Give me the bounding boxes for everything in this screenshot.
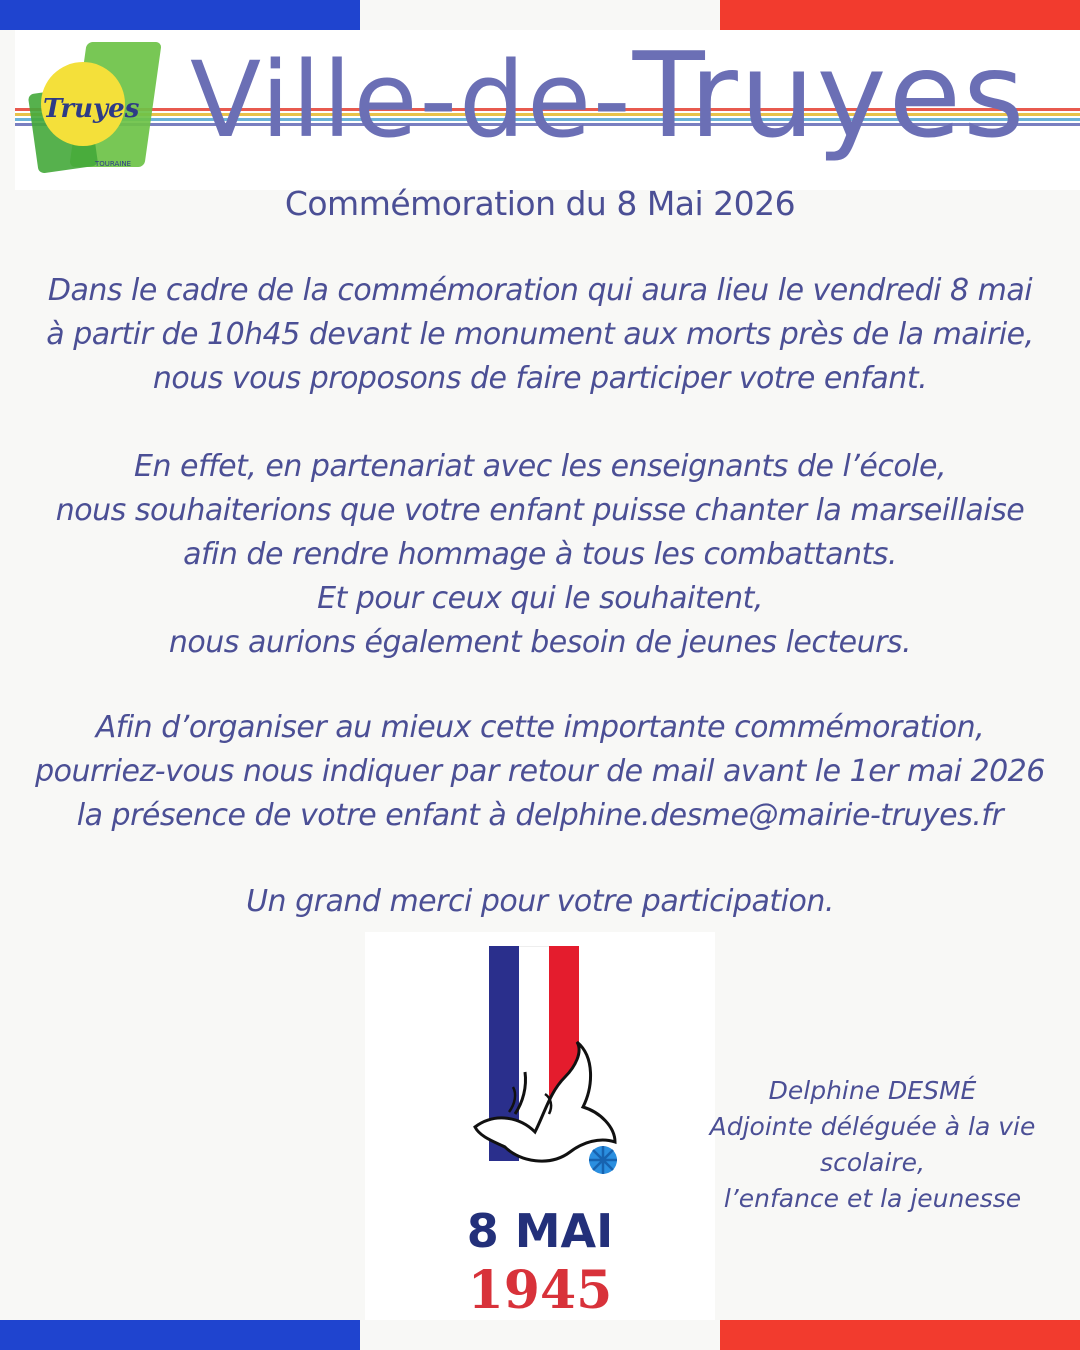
text-line: Afin d’organiser au mieux cette importante commémoration,	[95, 710, 985, 745]
bottom-blue-band	[0, 1320, 360, 1350]
signature-role: Adjointe déléguée à la vie scolaire,	[709, 1112, 1036, 1177]
paragraph-request	[20, 706, 1060, 838]
text-line: nous souhaiterions que votre enfant puisse chanter la marseillaise	[55, 493, 1025, 528]
dove-icon	[465, 1032, 635, 1192]
paragraph-intro	[20, 269, 1060, 401]
signature-role: l’enfance et la jeunesse	[723, 1184, 1022, 1213]
text-line: afin de rendre hommage à tous les combattants.	[183, 537, 897, 572]
text-line: nous vous proposons de faire participer votre enfant.	[152, 361, 928, 396]
wordmark-ville-de: Ville-de-	[190, 39, 633, 161]
emblem-year: 1945	[467, 1260, 613, 1321]
town-wordmark	[190, 26, 1027, 164]
text-line: En effet, en partenariat avec les enseignants de l’école,	[133, 449, 946, 484]
text-line: la présence de votre enfant à delphine.desme@mairie-truyes.fr	[76, 798, 1004, 833]
wordmark-truyes: Truyes	[632, 26, 1027, 164]
closing-thanks: Un grand merci pour votre participation.	[246, 884, 834, 919]
top-blue-band	[0, 0, 360, 30]
text-line: Et pour ceux qui le souhaitent,	[317, 581, 763, 616]
paragraph-partnership	[20, 445, 1060, 665]
text-line: nous aurions également besoin de jeunes lecteurs.	[168, 625, 912, 660]
page-title: Commémoration du 8 Mai 2026	[284, 184, 796, 223]
commemoration-emblem	[365, 932, 715, 1320]
signature-name: Delphine DESMÉ	[768, 1076, 977, 1105]
text-line: à partir de 10h45 devant le monument aux morts près de la mairie,	[46, 317, 1034, 352]
signature-block	[680, 1073, 1065, 1217]
header-banner	[15, 26, 1080, 190]
logo-subtext: TOURAINE	[95, 160, 132, 168]
text-line: pourriez-vous nous indiquer par retour de mail avant le 1er mai 2026	[35, 754, 1045, 789]
text-line: Dans le cadre de la commémoration qui aura lieu le vendredi 8 mai	[47, 273, 1033, 308]
logo-text: Truyes	[43, 94, 140, 124]
town-logo	[33, 42, 153, 177]
emblem-date: 8 MAI	[466, 1204, 614, 1258]
bottom-red-band	[720, 1320, 1080, 1350]
